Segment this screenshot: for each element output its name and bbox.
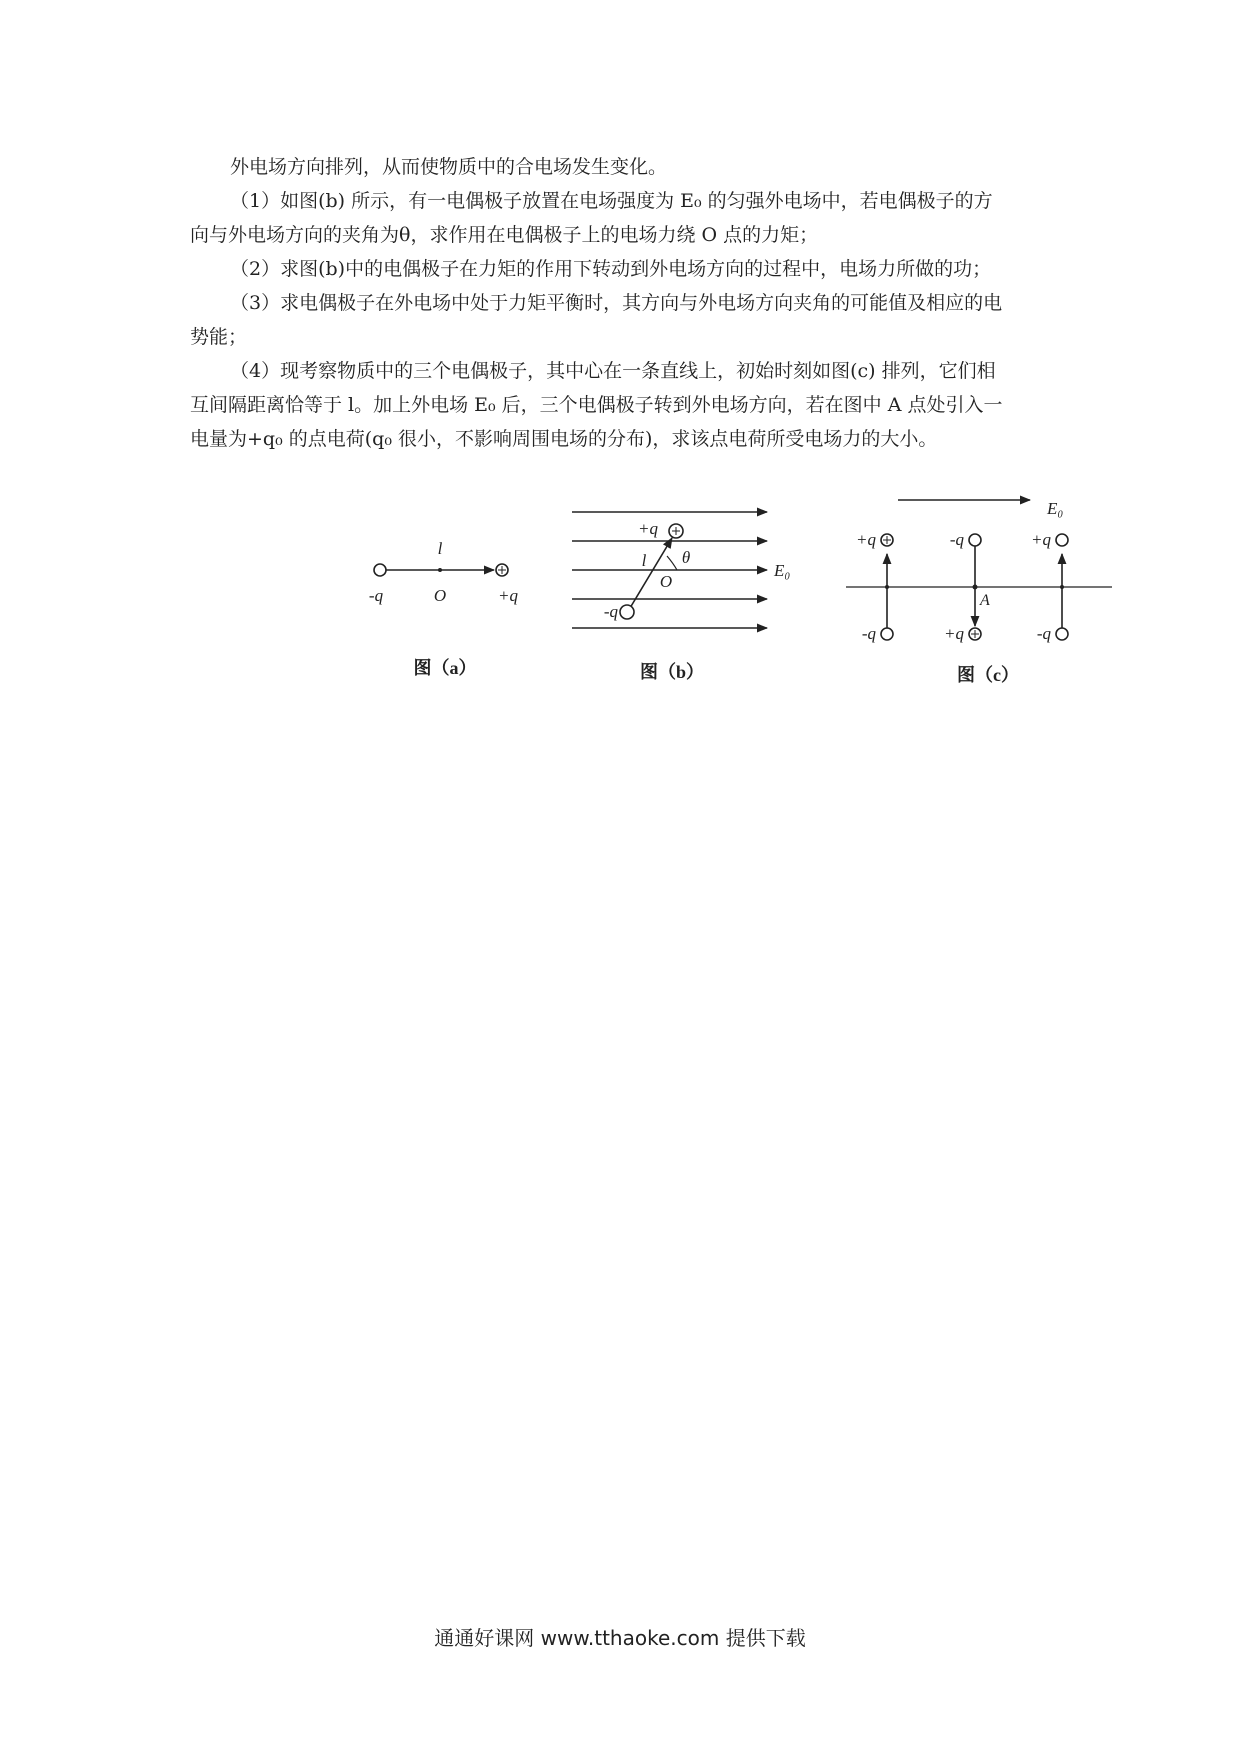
label-top-3: +q <box>1031 530 1051 549</box>
paragraph: 外电场方向排列，从而使物质中的合电场发生变化。 <box>230 156 668 178</box>
paragraph: （1）如图(b) 所示，有一电偶极子放置在电场强度为 E₀ 的匀强外电场中，若电偶极子的方 <box>230 190 993 212</box>
figure-a <box>369 539 519 678</box>
label-l: l <box>437 539 443 558</box>
label-top-1: +q <box>856 530 876 549</box>
figure-b <box>572 512 790 682</box>
label-top-2: -q <box>949 530 964 549</box>
diagrams <box>0 0 1240 760</box>
label-bottom-1: -q <box>861 624 876 643</box>
paragraph: （2）求图(b)中的电偶极子在力矩的作用下转动到外电场方向的过程中，电场力所做的功； <box>230 258 992 280</box>
label-bottom-2: +q <box>944 624 964 643</box>
label-a: A <box>980 592 990 609</box>
paragraph: 互间隔距离恰等于 l。加上外电场 E₀ 后，三个电偶极子转到外电场方向，若在图中 A 点处引入一 <box>190 394 1003 416</box>
angle-arc <box>667 556 677 570</box>
paragraph: （4）现考察物质中的三个电偶极子，其中心在一条直线上，初始时刻如图(c) 排列，它们相 <box>230 360 996 382</box>
label-o: O <box>659 572 673 591</box>
label-e0: E₀ <box>774 561 791 580</box>
label-pos-q: +q <box>498 586 518 605</box>
positive-charge <box>1056 534 1068 546</box>
paragraph: 向与外电场方向的夹角为θ，求作用在电偶极子上的电场力绕 O 点的力矩； <box>190 224 819 246</box>
caption-b: 图（b） <box>639 662 705 682</box>
label-pos-q: +q <box>638 519 658 538</box>
negative-charge <box>1056 628 1068 640</box>
figure-c <box>846 499 1112 685</box>
paragraph: 势能； <box>190 326 248 348</box>
label-bottom-3: -q <box>1036 624 1051 643</box>
negative-charge <box>374 564 386 576</box>
caption-a: 图（a） <box>413 658 477 678</box>
negative-charge <box>969 534 981 546</box>
label-neg-q: -q <box>603 602 618 621</box>
label-e0: E₀ <box>1047 499 1064 518</box>
point-a <box>973 585 978 590</box>
footer: 通通好课网 www.tthaoke.com 提供下载 <box>434 1626 806 1650</box>
paragraph: 电量为+q₀ 的点电荷(q₀ 很小，不影响周围电场的分布)，求该点电荷所受电场力的大小。 <box>190 428 938 450</box>
caption-c: 图（c） <box>957 665 1019 685</box>
center-point <box>438 568 442 572</box>
label-l: l <box>641 551 647 570</box>
label-o: O <box>433 586 447 605</box>
negative-charge <box>620 605 634 619</box>
label-neg-q: -q <box>368 586 384 605</box>
negative-charge <box>881 628 893 640</box>
label-theta: θ <box>681 548 691 567</box>
paragraph: （3）求电偶极子在外电场中处于力矩平衡时，其方向与外电场方向夹角的可能值及相应的电 <box>230 292 1003 314</box>
